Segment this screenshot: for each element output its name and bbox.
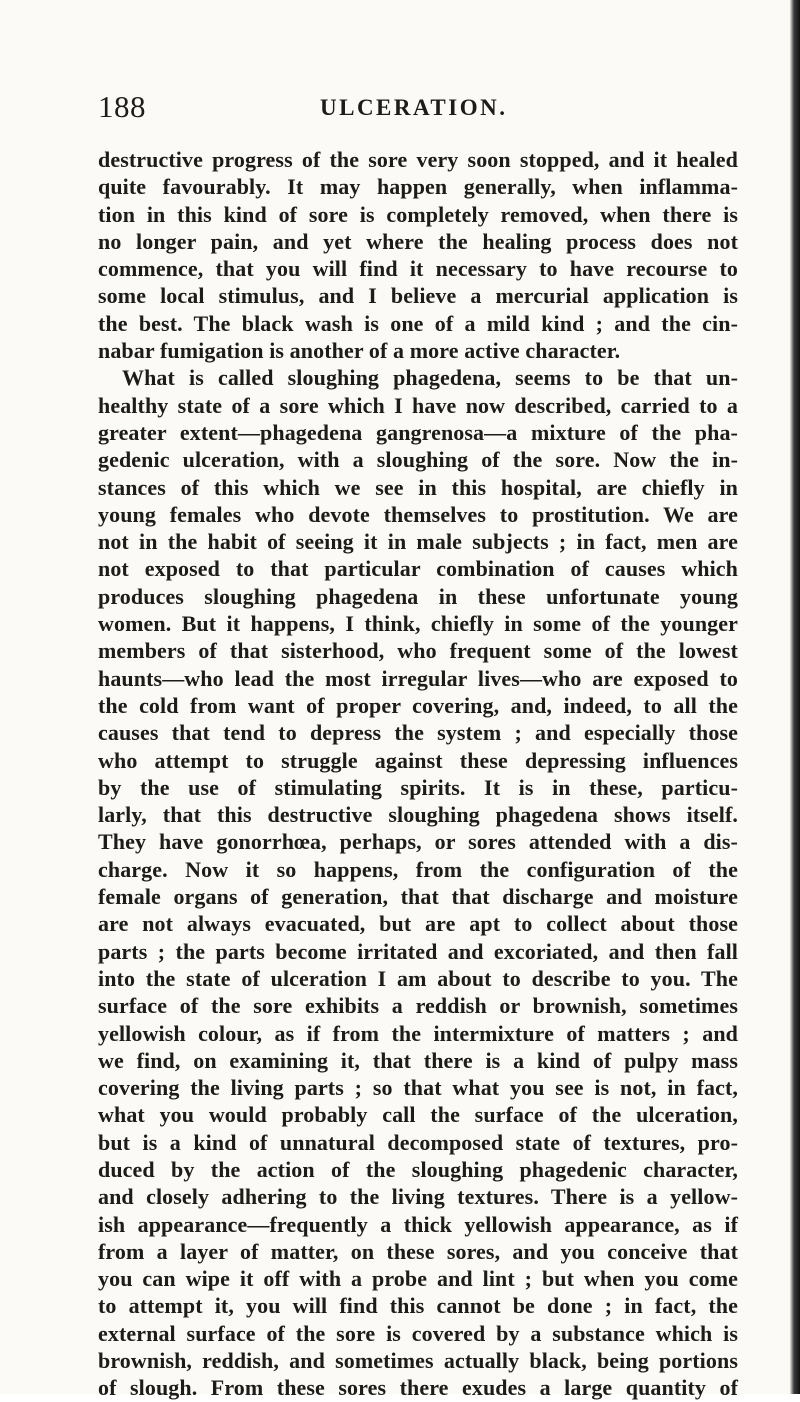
text-line: female organs of generation, that that discharge and moisture	[98, 884, 738, 910]
text-line: duced by the action of the sloughing phagedenic character,	[98, 1156, 738, 1182]
text-line: causes that tend to depress the system ; and especially those	[98, 720, 738, 746]
text-line: young females who devote themselves to prostitution. We are	[98, 501, 738, 527]
text-line: are not always evacuated, but are apt to collect about those	[98, 911, 738, 937]
text-line: into the state of ulceration I am about to describe to you. The	[98, 965, 738, 991]
text-line: quite favourably. It may happen generally, when inflamma-	[98, 174, 738, 200]
text-line: surface of the sore exhibits a reddish or brownish, sometimes	[98, 993, 738, 1019]
text-line: gedenic ulceration, with a sloughing of the sore. Now the in-	[98, 447, 738, 473]
text-line: but is a kind of unnatural decomposed state of textures, pro-	[98, 1129, 738, 1155]
text-line: stances of this which we see in this hospital, are chiefly in	[98, 474, 738, 500]
text-line: the best. The black wash is one of a mild kind ; and the cin-	[98, 310, 738, 336]
text-line: from a layer of matter, on these sores, and you conceive that	[98, 1238, 738, 1264]
paragraph-start-line: What is called sloughing phagedena, seems to be that un-	[122, 365, 738, 391]
text-line: what you would probably call the surface of the ulceration,	[98, 1102, 738, 1128]
text-line: not exposed to that particular combination of causes which	[98, 556, 738, 582]
text-line: tion in this kind of sore is completely removed, when there is	[98, 201, 738, 227]
text-line: and closely adhering to the living textures. There is a yellow-	[98, 1184, 738, 1210]
text-line: the cold from want of proper covering, and, indeed, to all the	[98, 692, 738, 718]
running-head: ULCERATION.	[320, 95, 508, 120]
text-line: by the use of stimulating spirits. It is in these, particu-	[98, 774, 738, 800]
text-line: no longer pain, and yet where the healing process does not	[98, 228, 738, 254]
text-line: larly, that this destructive sloughing phagedena shows itself.	[98, 802, 738, 828]
text-line: brownish, reddish, and sometimes actually black, being portions	[98, 1348, 738, 1374]
text-line: nabar fumigation is another of a more active character.	[98, 338, 621, 364]
text-line: healthy state of a sore which I have now described, carried to a	[98, 392, 738, 418]
text-line: haunts—who lead the most irregular lives—who are exposed to	[98, 665, 738, 691]
text-line: They have gonorrhœa, perhaps, or sores attended with a dis-	[98, 829, 738, 855]
text-line: women. But it happens, I think, chiefly in some of the younger	[98, 611, 738, 637]
text-line: we find, on examining it, that there is a kind of pulpy mass	[98, 1047, 738, 1073]
text-line: you can wipe it off with a probe and lint ; but when you come	[98, 1266, 738, 1292]
text-line: who attempt to struggle against these depressing influences	[98, 747, 738, 773]
body-text	[98, 146, 738, 1402]
text-line: some local stimulus, and I believe a mercurial application is	[98, 283, 738, 309]
text-line: members of that sisterhood, who frequent some of the lowest	[98, 638, 738, 664]
text-line: yellowish colour, as if from the intermixture of matters ; and	[98, 1020, 738, 1046]
page-header	[98, 90, 738, 134]
text-line: commence, that you will find it necessary to have recourse to	[98, 256, 738, 282]
text-line: of slough. From these sores there exudes a large quantity of	[98, 1375, 738, 1401]
text-line: ish appearance—frequently a thick yellowish appearance, as if	[98, 1211, 738, 1237]
text-line: covering the living parts ; so that what you see is not, in fact,	[98, 1075, 738, 1101]
text-line: produces sloughing phagedena in these unfortunate young	[98, 583, 738, 609]
text-line: destructive progress of the sore very soon stopped, and it healed	[98, 147, 738, 172]
text-line: greater extent—phagedena gangrenosa—a mixture of the pha-	[98, 419, 738, 445]
text-line: parts ; the parts become irritated and excoriated, and then fall	[98, 938, 738, 964]
page-edge-shadow	[790, 0, 800, 1394]
text-line: external surface of the sore is covered by a substance which is	[98, 1320, 738, 1346]
page-number: 188	[98, 89, 146, 124]
text-line: not in the habit of seeing it in male subjects ; in fact, men are	[98, 529, 738, 555]
text-line: to attempt it, you will find this cannot be done ; in fact, the	[98, 1293, 738, 1319]
text-line: charge. Now it so happens, from the configuration of the	[98, 856, 738, 882]
